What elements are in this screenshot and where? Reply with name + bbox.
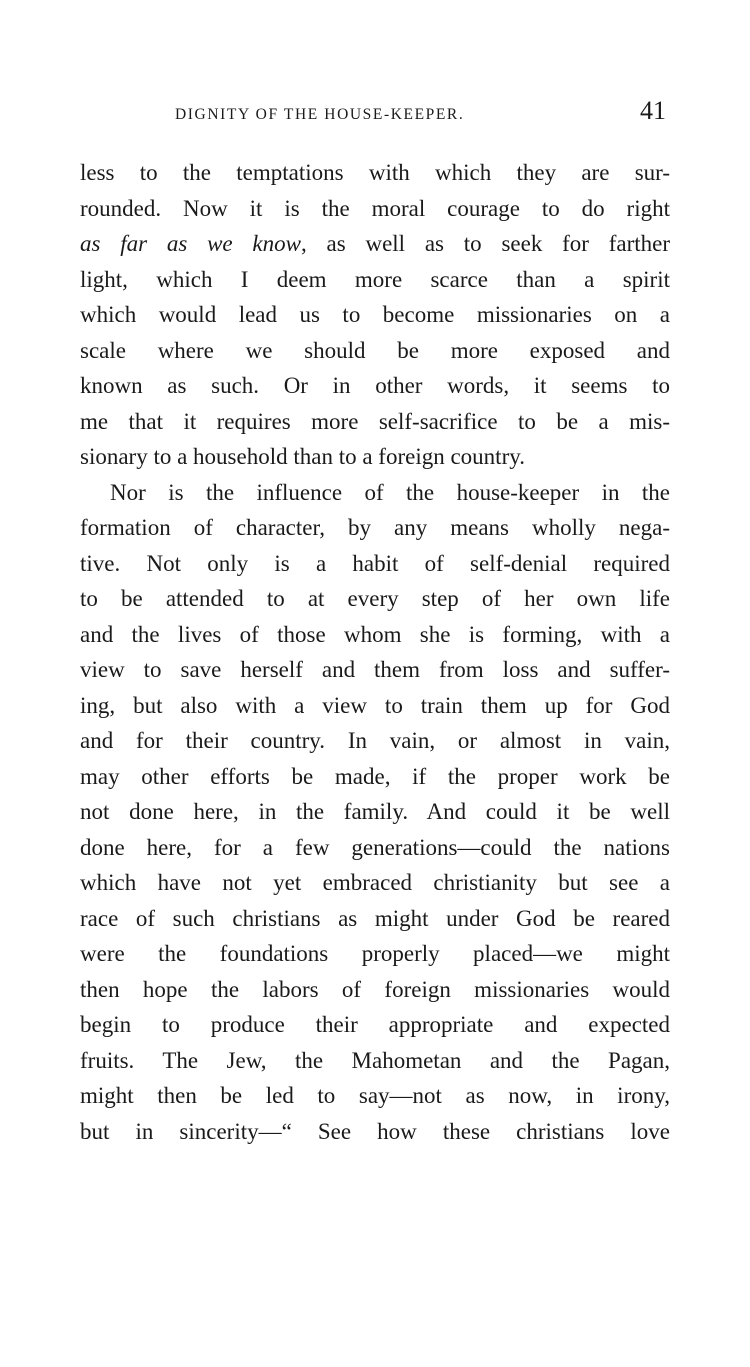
text-segment: , as well as to seek for farther	[300, 231, 671, 256]
text-line: Nor is the influence of the house-keeper in the	[110, 479, 670, 505]
text-line: and the lives of those whom she is forming, with a	[80, 621, 670, 647]
text-line: but in sincerity—“ See how these christians love	[80, 1118, 670, 1144]
text-line: then hope the labors of foreign missionaries would	[80, 976, 670, 1002]
running-head	[80, 96, 670, 130]
text-line: known as such. Or in other words, it seems to	[80, 373, 670, 398]
text-line: which would lead us to become missionaries on a	[80, 302, 670, 327]
text-line: which have not yet embraced christianity but see a	[80, 870, 670, 895]
text-line: light, which I deem more scarce than a spirit	[80, 266, 670, 292]
text-line: and for their country. In vain, or almost in vain,	[80, 728, 670, 753]
text-line: rounded. Now it is the moral courage to do right	[80, 195, 670, 221]
text-line: not done here, in the family. And could it be well	[80, 799, 670, 824]
text-line: were the foundations properly placed—we might	[80, 941, 670, 966]
text-line: may other efforts be made, if the proper work be	[80, 763, 670, 789]
text-line: ing, but also with a view to train them up for God	[80, 692, 670, 718]
text-line: race of such christians as might under God be reared	[80, 905, 670, 931]
text-line: less to the temptations with which they are sur-	[80, 160, 670, 185]
text-line: formation of character, by any means wholly nega-	[80, 515, 670, 540]
body-text	[80, 155, 670, 1149]
text-line: fruits. The Jew, the Mahometan and the Pagan,	[80, 1047, 670, 1073]
text-line: done here, for a few generations—could the nations	[80, 834, 670, 860]
text-line: sionary to a household than to a foreign country.	[80, 444, 525, 469]
text-line: me that it requires more self-sacrifice to be a mis-	[80, 408, 670, 434]
text-line: to be attended to at every step of her own life	[80, 586, 670, 611]
text-line	[80, 226, 670, 262]
text-line: scale where we should be more exposed and	[80, 337, 670, 363]
italic-phrase: as far as we know	[80, 231, 301, 256]
text-line: begin to produce their appropriate and expected	[80, 1012, 670, 1037]
text-line: view to save herself and them from loss and suffer-	[80, 657, 670, 682]
page-number: 41	[640, 96, 666, 125]
text-line: might then be led to say—not as now, in irony,	[80, 1083, 670, 1108]
text-line: tive. Not only is a habit of self-denial required	[80, 550, 670, 576]
running-title: DIGNITY OF THE HOUSE-KEEPER.	[175, 106, 465, 123]
